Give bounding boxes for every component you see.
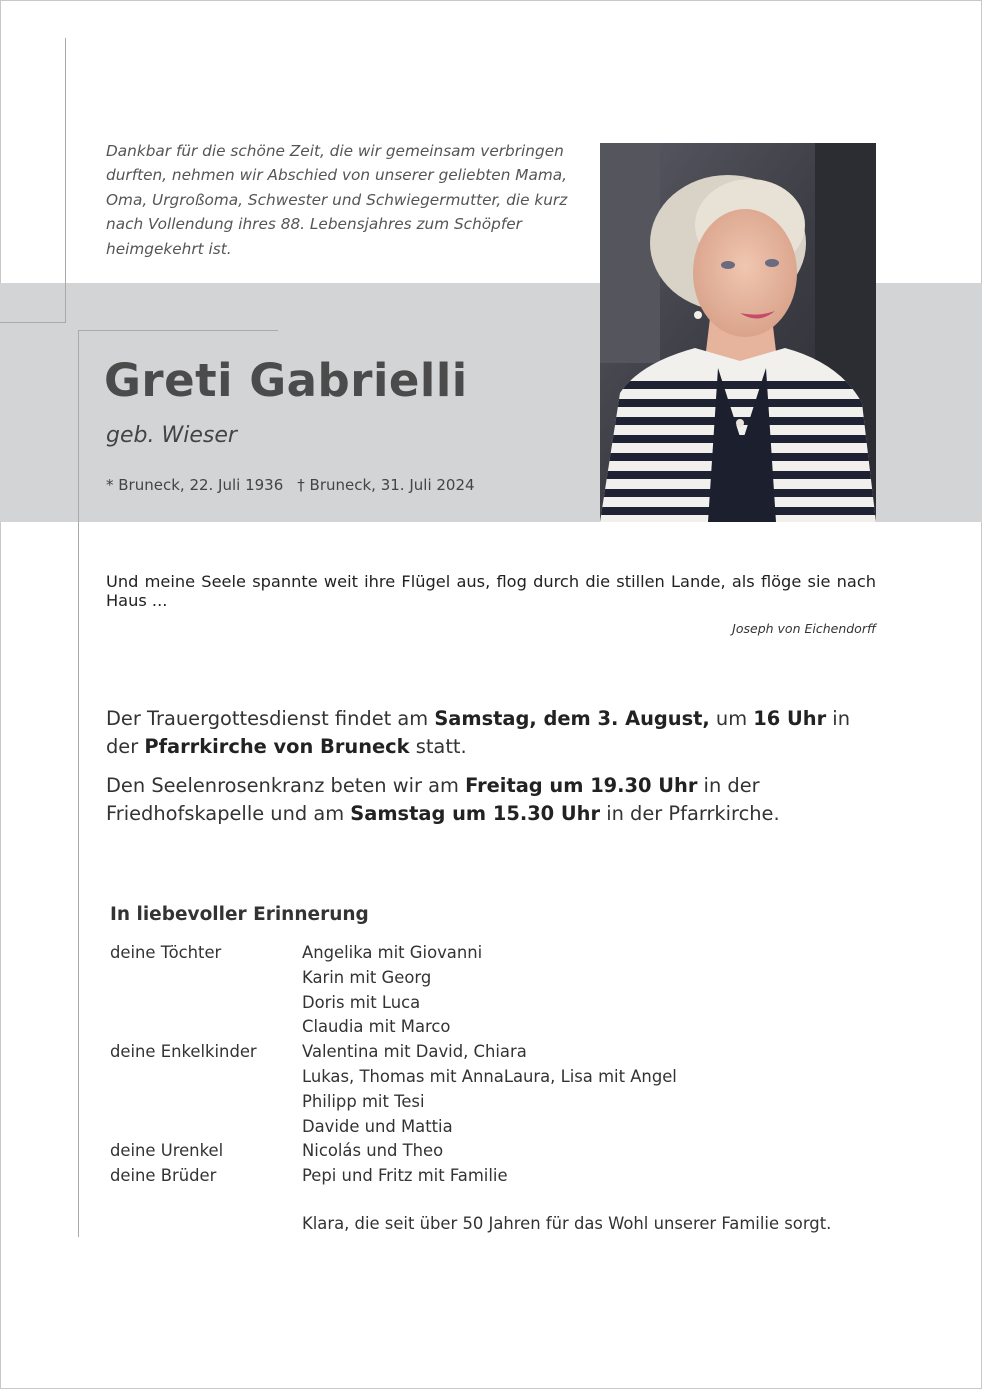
list-item xyxy=(110,1090,870,1115)
list-item xyxy=(110,1139,870,1164)
life-dates xyxy=(106,476,475,494)
mourner-names: Angelika mit Giovanni xyxy=(302,943,483,962)
mourner-names: Pepi und Fritz mit Familie xyxy=(302,1166,508,1186)
decor-line-horizontal-left xyxy=(0,322,66,323)
relation-label: deine Urenkel xyxy=(110,1141,224,1161)
mourners-list xyxy=(110,941,870,1189)
mourner-names: Valentina mit David, Chiara xyxy=(302,1042,527,1062)
mourner-names: Philipp mit Tesi xyxy=(302,1091,425,1111)
list-item xyxy=(110,1065,870,1090)
deceased-name: Greti Gabrielli xyxy=(104,354,468,407)
rosary-paragraph: Den Seelenrosenkranz beten wir am Freitag um 19.30 Uhr in der Friedhofskapelle und am Samstag um 15.30 Uhr in der Pfarrkirche. xyxy=(106,774,780,825)
mourner-names: Davide und Mattia xyxy=(302,1116,453,1136)
decor-line-vertical-main xyxy=(78,331,79,1237)
portrait-photo xyxy=(600,143,876,522)
list-item xyxy=(110,1115,870,1140)
list-item xyxy=(110,991,870,1016)
death-date: † Bruneck, 31. Juli 2024 xyxy=(297,476,475,494)
mourner-names: Lukas, Thomas mit AnnaLaura, Lisa mit Angel xyxy=(302,1066,677,1086)
list-item xyxy=(110,1040,870,1065)
mourner-names: Claudia mit Marco xyxy=(302,1017,451,1037)
relation-label xyxy=(110,1115,302,1140)
funeral-service-paragraph: Der Trauergottesdienst findet am Samstag, dem 3. August, um 16 Uhr in der Pfarrkirche von Bruneck statt. xyxy=(106,707,850,758)
quote-text: Und meine Seele spannte weit ihre Flügel aus, flog durch die stillen Lande, als flöge sie nach Haus ... xyxy=(106,572,876,610)
relation-label: deine Brüder xyxy=(110,1166,217,1186)
relation-label: deine Töchter xyxy=(110,943,222,962)
list-item xyxy=(110,1015,870,1040)
decor-line-horizontal-name xyxy=(78,330,278,331)
relation-label: deine Enkelkinder xyxy=(110,1042,257,1062)
mourner-names: Karin mit Georg xyxy=(302,967,432,987)
list-item xyxy=(110,941,870,966)
maiden-name: geb. Wieser xyxy=(106,423,237,448)
mourner-names: Nicolás und Theo xyxy=(302,1141,444,1161)
relation-label xyxy=(110,1015,302,1040)
list-item xyxy=(110,966,870,991)
mourner-names: Doris mit Luca xyxy=(302,992,421,1012)
memory-heading: In liebevoller Erinnerung xyxy=(110,904,369,925)
relation-label xyxy=(110,1090,302,1115)
relation-label xyxy=(110,1065,302,1090)
birth-date: * Bruneck, 22. Juli 1936 xyxy=(106,476,284,494)
relation-label xyxy=(110,991,302,1016)
list-item xyxy=(110,1164,870,1189)
intro-text: Dankbar für die schöne Zeit, die wir gemeinsam verbringen durften, nehmen wir Abschied von unserer geliebten Mama, Oma, Urgroßoma, Schwester und Schwiegermutter, die kurz nach Vollendung ihres 88. Lebensjahres zum Schöpfer heimgekehrt ist. xyxy=(106,142,568,258)
closing-line: Klara, die seit über 50 Jahren für das Wohl unserer Familie sorgt. xyxy=(302,1214,832,1233)
relation-label xyxy=(110,966,302,991)
service-info xyxy=(106,705,876,839)
quote-author: Joseph von Eichendorff xyxy=(732,621,876,636)
decor-line-vertical-top xyxy=(65,38,66,323)
